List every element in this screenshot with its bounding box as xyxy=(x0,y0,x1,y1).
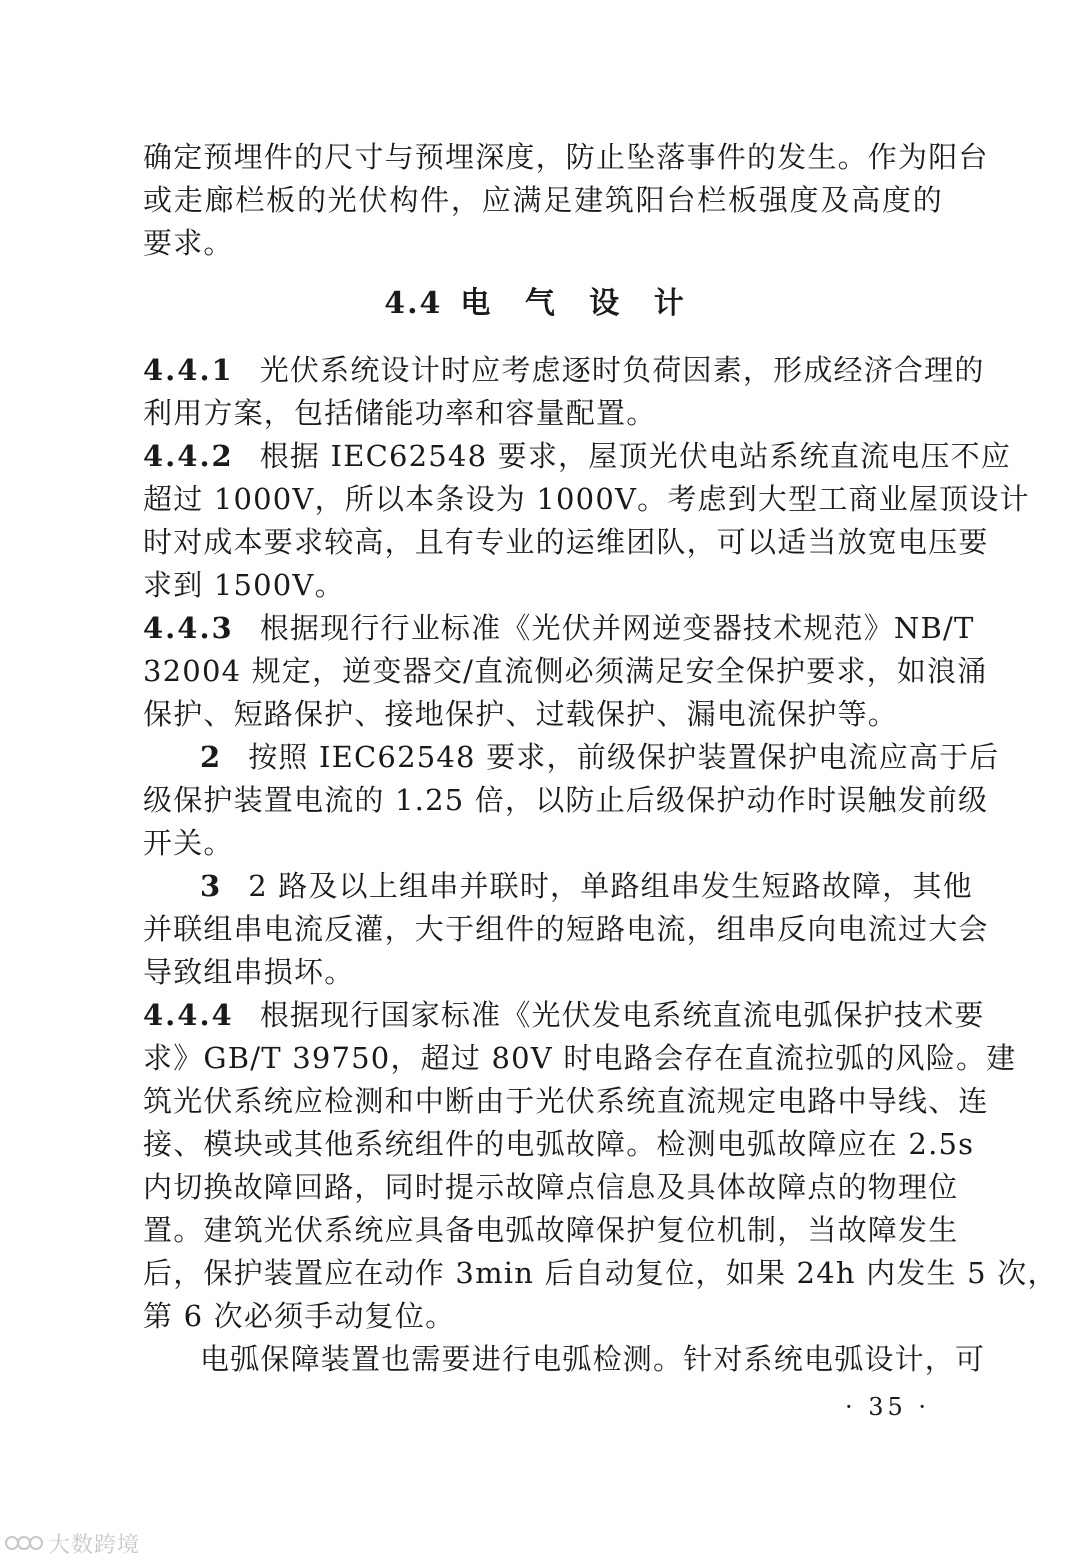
text-line: 筑光伏系统应检测和中断由于光伏系统直流规定电路中导线、连 xyxy=(143,1084,989,1118)
watermark-logo-icon xyxy=(4,1531,44,1555)
section-heading xyxy=(0,282,1080,326)
text-line: 级保护装置电流的 1.25 倍，以防止后级保护动作时误触发前级 xyxy=(143,783,989,817)
watermark xyxy=(4,1528,140,1558)
text-line: 求到 1500V。 xyxy=(143,568,345,602)
text-line: 确定预埋件的尺寸与预埋深度，防止坠落事件的发生。作为阳台 xyxy=(143,140,989,174)
text-line: 保护、短路保护、接地保护、过载保护、漏电流保护等。 xyxy=(143,697,899,731)
clause-line xyxy=(143,995,985,1035)
text-line: 时对成本要求较高，且有专业的运维团队，可以适当放宽电压要 xyxy=(143,525,989,559)
section-title: 电 气 设 计 xyxy=(460,286,696,321)
clause-text: 根据现行国家标准《光伏发电系统直流电弧保护技术要 xyxy=(259,998,985,1032)
text-line: 导致组串损坏。 xyxy=(143,955,355,989)
clause-text: 根据现行行业标准《光伏并网逆变器技术规范》NB/T xyxy=(259,611,975,645)
clause-text: 光伏系统设计时应考虑逐时负荷因素，形成经济合理的 xyxy=(259,353,985,387)
item-line xyxy=(200,737,1000,777)
item-number: 2 xyxy=(200,740,223,774)
text-line: 32004 规定，逆变器交/直流侧必须满足安全保护要求，如浪涌 xyxy=(143,654,988,688)
clause-number: 4.4.4 xyxy=(143,998,234,1032)
item-line xyxy=(200,866,973,906)
watermark-text: 大数跨境 xyxy=(48,1532,141,1558)
text-line: 利用方案，包括储能功率和容量配置。 xyxy=(143,396,657,430)
text-line: 要求。 xyxy=(143,226,234,260)
text-line: 或走廊栏板的光伏构件，应满足建筑阳台栏板强度及高度的 xyxy=(143,183,943,217)
clause-number: 4.4.3 xyxy=(143,611,234,645)
clause-line xyxy=(143,608,975,648)
text-line: 电弧保障装置也需要进行电弧检测。针对系统电弧设计，可 xyxy=(200,1342,986,1376)
clause-number: 4.4.1 xyxy=(143,353,234,387)
clause-text: 根据 IEC62548 要求，屋顶光伏电站系统直流电压不应 xyxy=(259,439,1012,473)
clause-line xyxy=(143,436,1012,476)
item-text: 2 路及以上组串并联时，单路组串发生短路故障，其他 xyxy=(248,869,973,903)
page-number: · 35 · xyxy=(845,1393,931,1421)
clause-line xyxy=(143,350,985,390)
text-line: 开关。 xyxy=(143,826,234,860)
text-line: 并联组串电流反灌，大于组件的短路电流，组串反向电流过大会 xyxy=(143,912,989,946)
item-text: 按照 IEC62548 要求，前级保护装置保护电流应高于后 xyxy=(248,740,1000,774)
section-number: 4.4 xyxy=(384,286,443,321)
text-line: 求》GB/T 39750，超过 80V 时电路会存在直流拉弧的风险。建 xyxy=(143,1041,1017,1075)
text-line: 后，保护装置应在动作 3min 后自动复位，如果 24h 内发生 5 次， xyxy=(143,1256,1058,1290)
text-line: 超过 1000V，所以本条设为 1000V。考虑到大型工商业屋顶设计 xyxy=(143,482,1030,516)
text-line: 内切换故障回路，同时提示故障点信息及具体故障点的物理位 xyxy=(143,1170,959,1204)
clause-number: 4.4.2 xyxy=(143,439,234,473)
text-line: 接、模块或其他系统组件的电弧故障。检测电弧故障应在 2.5s xyxy=(143,1127,975,1161)
item-number: 3 xyxy=(200,869,223,903)
text-line: 置。建筑光伏系统应具备电弧故障保护复位机制，当故障发生 xyxy=(143,1213,959,1247)
text-line: 第 6 次必须手动复位。 xyxy=(143,1299,456,1333)
